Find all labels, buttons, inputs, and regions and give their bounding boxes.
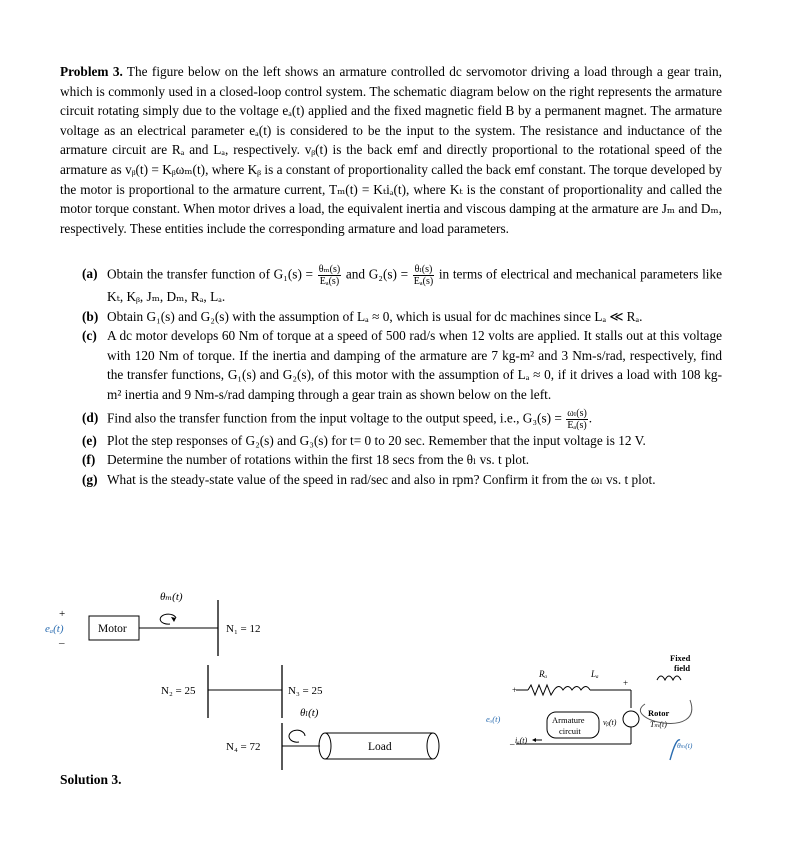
fixed-label: Fixed bbox=[670, 653, 691, 663]
problem-statement bbox=[60, 62, 722, 238]
g2-numerator: θₗ(s) bbox=[414, 264, 433, 275]
item-a bbox=[60, 264, 722, 307]
item-e-text: Plot the step responses of G₂(s) and G₃(s) for t= 0 to 20 sec. Remember that the input voltage is 12 V. bbox=[107, 432, 646, 448]
ea-right-label: eₐ(t) bbox=[486, 714, 501, 724]
item-c-label: (c) bbox=[82, 328, 97, 344]
vb-plus: + bbox=[623, 678, 629, 688]
ia-arrowhead bbox=[532, 738, 536, 742]
item-d-label: (d) bbox=[82, 409, 99, 425]
item-c-text: A dc motor develops 60 Nm of torque at a speed of 500 rad/s when 12 volts are applied. It stalls out at this voltage with 120 Nm of torque. If the inertia and damping of the armature are 7 kg-m² and 3 Nm-s/rad, respectively, find the transfer functions, G₁(s) and G₂(s), of this motor with the assumption of Lₐ ≈ 0, if it drives a load with 108 kg-m² inertia and 9 Nm-s/rad damping through a gear train as shown below on the left. bbox=[107, 328, 722, 402]
item-g bbox=[60, 470, 722, 490]
figures bbox=[0, 540, 788, 770]
item-g-text: What is the steady-state value of the speed in rad/sec and also in rpm? Confirm it from the ωₗ vs. t plot. bbox=[107, 471, 656, 487]
theta-l-label: θₗ(t) bbox=[300, 707, 319, 719]
inductor-la bbox=[554, 687, 590, 691]
ra-label: Rₐ bbox=[539, 669, 548, 679]
la-label: Lₐ bbox=[591, 669, 599, 679]
ea-left-label: eₐ(t) bbox=[45, 623, 64, 635]
rotor-label: Rotor bbox=[648, 708, 670, 718]
item-e bbox=[60, 431, 722, 451]
n3-label: N₃ = 25 bbox=[288, 685, 323, 697]
item-a-mid: and G₂(s) = bbox=[345, 266, 409, 282]
item-a-label: (a) bbox=[82, 266, 98, 281]
item-g-label: (g) bbox=[82, 471, 98, 487]
load-end-left bbox=[319, 733, 331, 759]
vb-label: vᵦ(t) bbox=[603, 718, 617, 727]
theta-m-arrowhead bbox=[171, 617, 176, 622]
armature-circuit-figure bbox=[486, 653, 693, 760]
tm-label: Tₘ(t) bbox=[650, 720, 667, 729]
motor-label: Motor bbox=[98, 623, 127, 635]
g1-numerator: θₘ(s) bbox=[318, 264, 341, 275]
ia-label: iₐ(t) bbox=[515, 736, 528, 745]
solution-label: Solution 3. bbox=[60, 772, 122, 787]
item-a-pre: Obtain the transfer function of G₁(s) = bbox=[107, 266, 314, 282]
fraction-g1 bbox=[318, 264, 341, 287]
field-coil bbox=[657, 676, 681, 680]
item-d-post: . bbox=[588, 410, 593, 426]
ea-plus: + bbox=[59, 608, 66, 620]
g1-denominator: Eₐ(s) bbox=[319, 276, 340, 287]
item-b-text: Obtain G₁(s) and G₂(s) with the assumption of Lₐ ≈ 0, which is usual for dc machines since Lₐ ≪ Rₐ. bbox=[107, 308, 643, 324]
item-e-label: (e) bbox=[82, 432, 97, 448]
g2-denominator: Eₐ(s) bbox=[413, 276, 434, 287]
theta-m-label: θₘ(t) bbox=[160, 591, 183, 603]
item-f-text: Determine the number of rotations within the first 18 secs from the θₗ vs. t plot. bbox=[107, 452, 530, 468]
item-d bbox=[60, 408, 722, 431]
load-label: Load bbox=[368, 741, 392, 753]
n4-label: N₄ = 72 bbox=[226, 741, 261, 753]
armature-label: Armature bbox=[552, 715, 585, 725]
theta-l-arrow bbox=[289, 730, 305, 742]
circuit-minus: – bbox=[510, 739, 515, 749]
rotor-circle bbox=[623, 711, 639, 727]
gear-train-figure bbox=[45, 591, 439, 770]
g3-denominator: Eₐ(s) bbox=[567, 419, 587, 431]
item-d-pre: Find also the transfer function from the input voltage to the output speed, i.e., G₃(s) = bbox=[107, 410, 562, 426]
item-b-label: (b) bbox=[82, 308, 99, 324]
load-end-right bbox=[427, 733, 439, 759]
problem-label: Problem 3. bbox=[60, 64, 123, 79]
n1-label: N₁ = 12 bbox=[226, 623, 261, 635]
fraction-g3 bbox=[566, 408, 588, 431]
circuit-plus-left: + bbox=[512, 685, 518, 695]
field-label: field bbox=[674, 663, 691, 673]
item-c bbox=[60, 326, 722, 404]
resistor-ra bbox=[528, 685, 554, 695]
ea-minus: – bbox=[59, 637, 65, 649]
item-f-label: (f) bbox=[82, 452, 96, 468]
circuit-label: circuit bbox=[559, 726, 581, 736]
item-b bbox=[60, 307, 722, 327]
fraction-g2 bbox=[413, 264, 434, 287]
problem-intro: The figure below on the left shows an armature controlled dc servomotor driving a load through a gear train, which is commonly used in a closed-loop control system. The schematic diagram below on the right represents the armature circuit rotating simply due to the voltage eₐ(t) applied and the fixed magnetic field B by a permanent magnet. The armature voltage as an electrical parameter eₐ(t) is considered to be the input to the system. The resistance and inductance of the armature circuit are Rₐ and Lₐ, respectively. vᵦ(t) is the back emf and directly proportional to the rotational speed of the armature as vᵦ(t) = Kᵦωₘ(t), where Kᵦ is a constant of proportionality called the back emf constant. The torque developed by the motor is proportional to the armature current, Tₘ(t) = Kₜiₐ(t), where Kₜ is the constant of proportionality and called the motor torque constant. When motor drives a load, the equivalent inertia and viscous damping at the armature are Jₘ and Dₘ, respectively. These entities include the corresponding armature and load parameters. bbox=[60, 64, 722, 236]
theta-m-right-label: θₘ(t) bbox=[677, 741, 693, 750]
item-f bbox=[60, 450, 722, 470]
n2-label: N₂ = 25 bbox=[161, 685, 196, 697]
problem-items bbox=[60, 264, 722, 489]
g3-numerator: ωₗ(s) bbox=[567, 407, 587, 419]
item-a-post: in terms of electrical and mechanical parameters like Kₜ, Kᵦ, Jₘ, Dₘ, Rₐ, Lₐ. bbox=[107, 266, 723, 304]
